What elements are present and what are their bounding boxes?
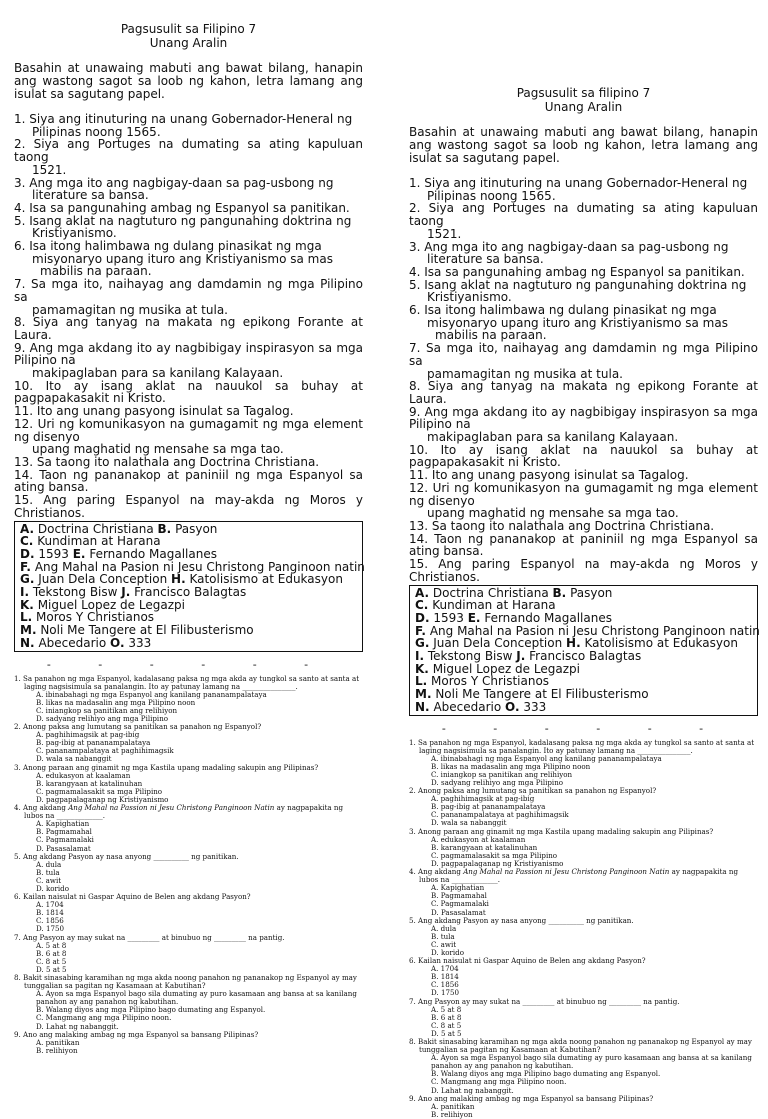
question-item — [14, 456, 363, 469]
question-list — [14, 113, 363, 520]
question-text: 1. Siya ang itinuturing na unang Gobernador-Heneral ng — [14, 112, 353, 126]
question-continuation: upang maghatid ng mensahe sa mga tao. — [427, 506, 679, 521]
mcq-option: A. paghihimagsik at pag-ibig — [36, 730, 140, 740]
separator-dashes: - - - - - - — [441, 721, 726, 735]
stem-title: Ang Mahal na Passion ni Jesu Christong Panginoon Natin — [68, 803, 275, 813]
question-item — [14, 342, 363, 380]
question-item — [14, 278, 363, 316]
question-text: 2. Siya ang Portuges na dumating sa ating kapuluan taong — [409, 201, 758, 229]
mcq-stem: 5. Ang akdang Pasyon ay nasa anyong __________ ng panitikan. — [14, 851, 239, 861]
mcq-stem: 8. Bakit sinasabing karamihan ng mga akda noong panahon ng pananakop ng Espanyol ay may tunggalian sa pagitan ng Kasamaan at Kabutihan? — [409, 1037, 752, 1055]
question-continuation: pamamagitan ng musika at tula. — [427, 366, 623, 381]
question-continuation: Kristiyanismo. — [427, 290, 512, 305]
mcq-option: A. ibinabahagi ng mga Espanyol ang kanilang pananampalataya — [431, 753, 662, 763]
mcq-item — [409, 739, 758, 788]
choice-text: Fernando Magallanes — [484, 610, 612, 625]
question-item — [14, 138, 363, 176]
question-text: 7. Sa mga ito, naihayag ang damdamin ng mga Pilipino sa — [14, 277, 363, 304]
choice-m: M. Noli Me Tangere at El Filibusterismo — [415, 687, 649, 702]
stem-title: Ang Mahal na Passion ni Jesu Christong Panginoon Natin — [463, 867, 670, 877]
mcq-stem: 5. Ang akdang Pasyon ay nasa anyong __________ ng panitikan. — [409, 915, 634, 925]
choice-row — [20, 611, 357, 636]
choice-a: A. Doctrina Christiana — [415, 585, 549, 600]
mcq-option: D. Pasasalamat — [36, 843, 91, 853]
mcq-option: D. korido — [36, 883, 69, 893]
question-text: 15. Ang paring Espanyol na may-akda ng Moros y Christianos. — [409, 557, 758, 584]
mcq-option: B. Pagmamahal — [431, 891, 487, 901]
separator-dashes: - - - - - - — [46, 657, 331, 671]
mcq-option: D. sadyang relihiyo ang mga Pilipino — [36, 714, 169, 723]
choice-text: Miguel Lopez de Legazpi — [37, 597, 185, 612]
mcq-option: A. dula — [431, 923, 457, 933]
choice-n: N. Abecedario — [415, 699, 502, 714]
choice-text: Ang Mahal na Pasion ni Jesu Christong Panginoon natin — [429, 623, 760, 638]
mcq-item — [409, 868, 758, 917]
choice-j: J. Francisco Balagtas — [516, 649, 642, 664]
question-item — [14, 177, 363, 202]
choice-f: F. Ang Mahal na Pasion ni Jesu Christong Panginoon natin — [415, 623, 760, 638]
question-list — [409, 177, 758, 584]
choice-b: B. Pasyon — [157, 521, 218, 536]
mcq-option: B. likas na madasalin ang mga Pilipino noon — [431, 761, 591, 771]
choice-text: Moros Y Christianos — [36, 610, 155, 625]
question-continuation: literature sa bansa. — [427, 252, 544, 267]
mcq-item — [409, 917, 758, 957]
mcq-option: C. 1856 — [36, 916, 64, 926]
mcq-option: C. pagmamalasakit sa mga Pilipino — [36, 786, 163, 796]
question-text: 7. Sa mga ito, naihayag ang damdamin ng mga Pilipino sa — [409, 341, 758, 368]
mcq-option: D. 1750 — [431, 988, 459, 998]
question-item — [409, 520, 758, 533]
question-continuation: mabilis na paraan. — [435, 328, 547, 343]
question-continuation: mabilis na paraan. — [40, 264, 152, 279]
mcq-option: C. Pagmamalaki — [431, 899, 489, 909]
instructions: Basahin at unawaing mabuti ang bawat bilang, hanapin ang wastong sagot sa loob ng kahon, letra lamang ang isulat sa sagutang papel. — [14, 61, 363, 101]
mcq-option: C. pananampalataya at paghihimagsik — [36, 746, 174, 756]
question-text: 14. Taon ng pananakop at paniniil ng mga Espanyol sa ating bansa. — [14, 467, 363, 495]
mcq-stem: 1. Sa panahon ng mga Espanyol, kadalasang paksa ng mga akda ay tungkol sa santo at santa at laging nagsisimula sa panalangin. Ito ay patunay lamang na _______________. — [14, 673, 360, 691]
mcq-item — [409, 957, 758, 997]
question-continuation: makipaglaban para sa kanilang Kalayaan. — [427, 430, 679, 445]
choice-text: Katolisismo at Edukasyon — [584, 636, 738, 651]
question-item — [409, 380, 758, 405]
mcq-option: C. iniangkop sa panitikan ang relihiyon — [431, 769, 573, 779]
question-item — [409, 406, 758, 444]
question-item — [409, 342, 758, 380]
question-item — [14, 316, 363, 341]
question-continuation: upang maghatid ng mensahe sa mga tao. — [32, 442, 284, 457]
question-text: 3. Ang mga ito ang nagbigay-daan sa pag-usbong ng — [14, 175, 334, 190]
choice-g: G. Juan Dela Conception — [415, 636, 563, 651]
mcq-item — [14, 723, 363, 763]
mcq-option: D. sadyang relihiyo ang mga Pilipino — [431, 778, 564, 787]
mcq-option: B. 6 at 8 — [431, 1012, 462, 1022]
mcq-option: C. Mangmang ang mga Pilipino noon. — [36, 1013, 172, 1023]
mcq-stem: 3. Anong paraan ang ginamit ng mga Kastila upang madaling sakupin ang Pilipinas? — [409, 826, 714, 836]
mcq-option: B. likas na madasalin ang mga Pilipino noon — [36, 697, 196, 707]
question-item — [409, 533, 758, 558]
choice-i: I. Tekstong Bisw — [20, 585, 118, 600]
mcq-option: B. tula — [431, 931, 455, 941]
question-item — [409, 558, 758, 583]
question-item — [14, 215, 363, 240]
mcq-item — [409, 828, 758, 868]
mcq-stem: 2. Anong paksa ang lumutang sa panitikan sa panahon ng Espanyol? — [14, 722, 262, 732]
question-continuation: Pilipinas noong 1565. — [32, 124, 161, 139]
question-item — [409, 279, 758, 304]
choice-m: M. Noli Me Tangere at El Filibusterismo — [20, 623, 254, 638]
choice-b: B. Pasyon — [552, 585, 613, 600]
question-text: 5. Isang aklat na nagtuturo ng pangunahing doktrina ng — [409, 277, 747, 292]
mcq-option: C. iniangkop sa panitikan ang relihiyon — [36, 705, 178, 715]
question-item — [409, 482, 758, 520]
mcq-stem: 2. Anong paksa ang lumutang sa panitikan sa panahon ng Espanyol? — [409, 786, 657, 796]
stem-part: 4. Ang akdang — [409, 867, 464, 877]
left-quiz-copy — [14, 22, 363, 1055]
choice-text: Abecedario — [38, 635, 107, 650]
mcq-item — [409, 787, 758, 827]
question-text: 8. Siya ang tanyag na makata ng epikong Forante at Laura. — [409, 379, 758, 406]
choice-n: N. Abecedario — [20, 635, 107, 650]
choice-row — [415, 587, 752, 612]
right-quiz-copy — [409, 86, 758, 1119]
choice-text: Abecedario — [433, 699, 502, 714]
mcq-option: D. Lahat ng nabanggit. — [431, 1085, 514, 1095]
choice-text: 1593 — [433, 610, 464, 625]
question-text: 9. Ang mga akdang ito ay nagbibigay inspirasyon sa mga Pilipino na — [409, 404, 758, 432]
mcq-option: B. Walang diyos ang mga Pilipino bago dumating ang Espanyol. — [431, 1069, 661, 1079]
mcq-option: A. Ayon sa mga Espanyol bago sila dumating ay puro kasamaan ang bansa at sa kanilang panahon ay ang panahon ng kabutihan. — [431, 1053, 752, 1071]
question-text: 12. Uri ng komunikasyon na gumagamit ng mga element ng disenyo — [14, 416, 363, 444]
choice-text: Ang Mahal na Pasion ni Jesu Christong Panginoon natin — [34, 559, 365, 574]
mcq-option: C. pananampalataya at paghihimagsik — [431, 810, 569, 820]
mcq-option: D. pagpapalaganap ng Kristiyanismo — [36, 794, 169, 804]
question-text: 6. Isa itong halimbawa ng dulang pinasikat ng mga — [409, 303, 717, 318]
quiz-title: Pagsusulit sa Filipino 7 — [120, 22, 257, 36]
mcq-option: A. 1704 — [431, 964, 459, 974]
mcq-option: C. 1856 — [431, 980, 459, 990]
choice-o: O. 333 — [110, 635, 152, 650]
choice-text: Tekstong Bisw — [427, 649, 513, 664]
question-text: 10. Ito ay isang aklat na nauukol sa buhay at pagpapakasakit ni Kristo. — [409, 442, 758, 470]
answer-choices-box — [409, 585, 758, 716]
mcq-item — [14, 675, 363, 724]
mcq-option: D. 5 at 5 — [431, 1028, 462, 1038]
mcq-option: B. Walang diyos ang mga Pilipino bago dumating ang Espanyol. — [36, 1005, 266, 1015]
choice-text: Juan Dela Conception — [433, 636, 563, 651]
choice-row — [20, 637, 357, 650]
mcq-option: C. Pagmamalaki — [36, 835, 94, 845]
choice-row — [415, 675, 752, 700]
mcq-option: A. edukasyon at kaalaman — [36, 770, 131, 780]
choice-text: Francisco Balagtas — [529, 649, 642, 664]
mcq-option: B. 1814 — [431, 972, 459, 982]
question-item — [14, 380, 363, 405]
mcq-option: D. korido — [431, 947, 464, 957]
mcq-option: D. pagpapalaganap ng Kristiyanismo — [431, 858, 564, 868]
question-text: 11. Ito ang unang pasyong isinulat sa Tagalog. — [14, 404, 294, 419]
mcq-stem — [14, 804, 363, 820]
question-item — [14, 113, 363, 138]
mcq-option: C. awit — [36, 875, 62, 885]
question-item — [409, 241, 758, 266]
question-item — [14, 240, 363, 278]
mcq-option: D. 5 at 5 — [36, 964, 67, 974]
mcq-stem: 6. Kailan naisulat ni Gaspar Aquino de Belen ang akdang Pasyon? — [14, 892, 251, 902]
choice-h: H. Katolisismo at Edukasyon — [171, 572, 343, 587]
mcq-option: D. wala sa nabanggit — [36, 754, 112, 764]
question-text: 15. Ang paring Espanyol na may-akda ng Moros y Christianos. — [14, 493, 363, 520]
mcq-option: A. paghihimagsik at pag-ibig — [431, 794, 535, 804]
choice-text: 333 — [128, 635, 152, 650]
choice-e: E. Fernando Magallanes — [72, 546, 217, 561]
mcq-option: B. karangyaan at katalinuhan — [431, 842, 538, 852]
question-item — [14, 405, 363, 418]
mcq-stem: 9. Ano ang malaking ambag ng mga Espanyol sa bansang Pilipinas? — [14, 1029, 259, 1039]
choice-text: Doctrina Christiana — [37, 521, 154, 536]
mcq-stem: 7. Ang Pasyon ay may sukat na _________ at binubuo ng _________ na pantig. — [14, 932, 285, 942]
mcq-option: C. Mangmang ang mga Pilipino noon. — [431, 1077, 567, 1087]
question-continuation: misyonaryo upang ituro ang Kristiyanismo sa mas — [32, 251, 333, 266]
choice-o: O. 333 — [505, 699, 547, 714]
choice-d: D. 1593 — [20, 546, 69, 561]
mcq-item — [409, 1095, 758, 1119]
quiz-subtitle: Unang Aralin — [544, 100, 623, 114]
mcq-item — [14, 1031, 363, 1055]
question-item — [14, 494, 363, 519]
stem-part: 4. Ang akdang — [14, 803, 69, 813]
quiz-subtitle: Unang Aralin — [149, 36, 228, 50]
question-continuation: Kristiyanismo. — [32, 226, 117, 241]
instructions: Basahin at unawaing mabuti ang bawat bilang, hanapin ang wastong sagot sa loob ng kahon, letra lamang ang isulat sa sagutang papel. — [409, 125, 758, 165]
multiple-choice-section — [409, 739, 758, 1119]
mcq-option: A. Ayon sa mga Espanyol bago sila dumating ay puro kasamaan ang bansa at sa kanilang panahon ay ang panahon ng kabutihan. — [36, 989, 357, 1007]
mcq-item — [14, 764, 363, 804]
question-text: 5. Isang aklat na nagtuturo ng pangunahing doktrina ng — [14, 213, 352, 228]
choice-i: I. Tekstong Bisw — [415, 649, 513, 664]
choice-k: K. Miguel Lopez de Legazpi — [20, 597, 185, 612]
question-text: 6. Isa itong halimbawa ng dulang pinasikat ng mga — [14, 239, 322, 254]
mcq-option: A. edukasyon at kaalaman — [431, 834, 526, 844]
choice-l: L. Moros Y Christianos — [415, 674, 550, 689]
mcq-stem: 7. Ang Pasyon ay may sukat na _________ at binubuo ng _________ na pantig. — [409, 996, 680, 1006]
mcq-option: B. 1814 — [36, 908, 64, 918]
choice-k: K. Miguel Lopez de Legazpi — [415, 661, 580, 676]
mcq-option: A. 1704 — [36, 900, 64, 910]
question-text: 14. Taon ng pananakop at paniniil ng mga Espanyol sa ating bansa. — [409, 531, 758, 559]
question-text: 4. Isa sa pangunahing ambag ng Espanyol sa panitikan. — [14, 200, 350, 215]
mcq-stem: 3. Anong paraan ang ginamit ng mga Kastila upang madaling sakupin ang Pilipinas? — [14, 762, 319, 772]
choice-row — [415, 650, 752, 675]
mcq-option: A. panitikan — [431, 1101, 475, 1111]
mcq-option: D. wala sa nabanggit — [431, 818, 507, 828]
choice-text: Kundiman at Harana — [432, 598, 556, 613]
choice-text: Juan Dela Conception — [38, 572, 168, 587]
choice-text: Francisco Balagtas — [134, 585, 247, 600]
mcq-option: A. Kapighatian — [431, 883, 485, 893]
question-continuation: 1521. — [427, 226, 462, 241]
question-item — [409, 177, 758, 202]
mcq-item — [14, 804, 363, 853]
mcq-option: B. karangyaan at katalinuhan — [36, 778, 143, 788]
mcq-item — [14, 934, 363, 974]
mcq-option: C. 8 at 5 — [36, 956, 67, 966]
mcq-option: B. relihiyon — [431, 1109, 473, 1119]
mcq-option: B. tula — [36, 867, 60, 877]
choice-row — [415, 701, 752, 714]
question-continuation: makipaglaban para sa kanilang Kalayaan. — [32, 366, 284, 381]
choice-text: Tekstong Bisw — [32, 585, 118, 600]
mcq-option: A. dula — [36, 859, 62, 869]
choice-text: Noli Me Tangere at El Filibusterismo — [40, 623, 254, 638]
choice-row — [20, 523, 357, 548]
question-item — [409, 266, 758, 279]
choice-text: 333 — [523, 699, 547, 714]
choice-text: Kundiman at Harana — [37, 534, 161, 549]
multiple-choice-section — [14, 675, 363, 1055]
mcq-option: A. 5 at 8 — [36, 940, 67, 950]
mcq-option: A. Kapighatian — [36, 819, 90, 829]
question-item — [14, 418, 363, 456]
mcq-option: D. Pasasalamat — [431, 907, 486, 917]
question-text: 10. Ito ay isang aklat na nauukol sa buhay at pagpapakasakit ni Kristo. — [14, 378, 363, 406]
choice-a: A. Doctrina Christiana — [20, 521, 154, 536]
mcq-option: B. pag-ibig at pananampalataya — [431, 802, 546, 812]
mcq-item — [14, 853, 363, 893]
choice-h: H. Katolisismo at Edukasyon — [566, 636, 738, 651]
choice-text: Pasyon — [570, 585, 613, 600]
choice-g: G. Juan Dela Conception — [20, 572, 168, 587]
mcq-option: B. Pagmamahal — [36, 827, 92, 837]
choice-f: F. Ang Mahal na Pasion ni Jesu Christong Panginoon natin — [20, 559, 365, 574]
question-item — [409, 444, 758, 469]
question-item — [14, 469, 363, 494]
question-text: 4. Isa sa pangunahing ambag ng Espanyol sa panitikan. — [409, 264, 745, 279]
choice-text: 1593 — [38, 546, 69, 561]
question-text: 13. Sa taong ito nalathala ang Doctrina Christiana. — [409, 518, 715, 533]
choice-text: Miguel Lopez de Legazpi — [432, 661, 580, 676]
question-text: 13. Sa taong ito nalathala ang Doctrina Christiana. — [14, 454, 320, 469]
question-item — [14, 202, 363, 215]
question-text: 8. Siya ang tanyag na makata ng epikong Forante at Laura. — [14, 315, 363, 342]
mcq-stem: 8. Bakit sinasabing karamihan ng mga akda noong panahon ng pananakop ng Espanyol ay may tunggalian sa pagitan ng Kasamaan at Kabutihan? — [14, 973, 357, 991]
choice-e: E. Fernando Magallanes — [467, 610, 612, 625]
choice-text: Pasyon — [175, 521, 218, 536]
question-item — [409, 304, 758, 342]
choice-text: Moros Y Christianos — [431, 674, 550, 689]
choice-d: D. 1593 — [415, 610, 464, 625]
question-continuation: 1521. — [32, 162, 67, 177]
question-text: 11. Ito ang unang pasyong isinulat sa Tagalog. — [409, 468, 689, 483]
mcq-item — [409, 998, 758, 1038]
choice-row — [20, 586, 357, 611]
question-continuation: misyonaryo upang ituro ang Kristiyanismo sa mas — [427, 315, 728, 330]
mcq-option: C. 8 at 5 — [431, 1020, 462, 1030]
question-text: 9. Ang mga akdang ito ay nagbibigay inspirasyon sa mga Pilipino na — [14, 340, 363, 368]
mcq-option: D. Lahat ng nabanggit. — [36, 1021, 119, 1031]
mcq-option: C. awit — [431, 939, 457, 949]
question-text: 2. Siya ang Portuges na dumating sa ating kapuluan taong — [14, 137, 363, 165]
quiz-title: Pagsusulit sa filipino 7 — [516, 86, 651, 100]
choice-l: L. Moros Y Christianos — [20, 610, 155, 625]
mcq-option: B. pag-ibig at pananampalataya — [36, 738, 151, 748]
question-continuation: Pilipinas noong 1565. — [427, 188, 556, 203]
mcq-stem: 6. Kailan naisulat ni Gaspar Aquino de Belen ang akdang Pasyon? — [409, 956, 646, 966]
mcq-item — [14, 974, 363, 1031]
choice-text: Noli Me Tangere at El Filibusterismo — [435, 687, 649, 702]
choice-j: J. Francisco Balagtas — [121, 585, 247, 600]
mcq-option: C. pagmamalasakit sa mga Pilipino — [431, 850, 558, 860]
choice-text: Fernando Magallanes — [89, 546, 217, 561]
question-continuation: literature sa bansa. — [32, 188, 149, 203]
mcq-option: A. panitikan — [36, 1037, 80, 1047]
mcq-option: A. 5 at 8 — [431, 1004, 462, 1014]
question-item — [409, 202, 758, 240]
mcq-option: D. 1750 — [36, 924, 64, 934]
choice-text: Katolisismo at Edukasyon — [189, 572, 343, 587]
question-text: 12. Uri ng komunikasyon na gumagamit ng mga element ng disenyo — [409, 480, 758, 508]
mcq-item — [409, 1038, 758, 1095]
mcq-item — [14, 893, 363, 933]
question-continuation: pamamagitan ng musika at tula. — [32, 302, 228, 317]
mcq-stem — [409, 868, 758, 884]
question-text: 3. Ang mga ito ang nagbigay-daan sa pag-usbong ng — [409, 239, 729, 254]
question-item — [409, 469, 758, 482]
mcq-stem: 1. Sa panahon ng mga Espanyol, kadalasang paksa ng mga akda ay tungkol sa santo at santa at laging nagsisimula sa panalangin. Ito ay patunay lamang na _______________. — [409, 737, 755, 755]
answer-choices-box — [14, 521, 363, 652]
stem-part: ay nagpapakita ng lubos na _____________. — [419, 867, 739, 885]
mcq-stem: 9. Ano ang malaking ambag ng mga Espanyol sa bansang Pilipinas? — [409, 1093, 654, 1103]
mcq-option: B. 6 at 8 — [36, 948, 67, 958]
choice-c: C. Kundiman at Harana — [20, 534, 161, 549]
choice-text: Doctrina Christiana — [432, 585, 549, 600]
question-text: 1. Siya ang itinuturing na unang Gobernador-Heneral ng — [409, 176, 748, 190]
mcq-option: A. ibinabahagi ng mga Espanyol ang kanilang pananampalataya — [36, 689, 267, 699]
mcq-option: B. relihiyon — [36, 1045, 78, 1055]
choice-c: C. Kundiman at Harana — [415, 598, 556, 613]
stem-part: ay nagpapakita ng lubos na _____________. — [24, 803, 344, 821]
